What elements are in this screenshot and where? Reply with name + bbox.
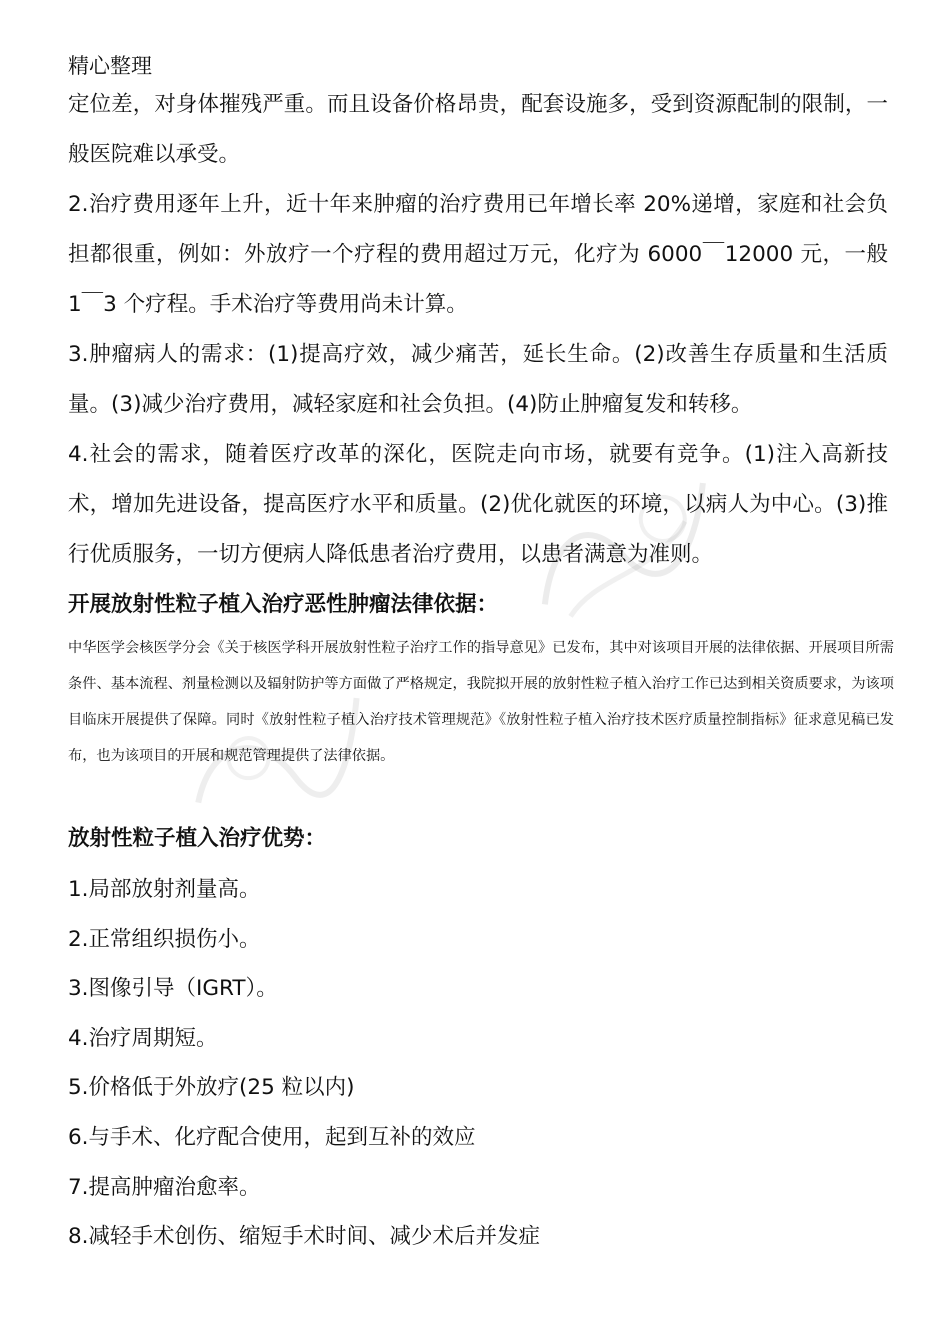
- list-item: 3.图像引导（IGRT）。: [68, 976, 278, 1001]
- list-item: 4.治疗周期短。: [68, 1026, 218, 1051]
- list-item: 6.与手术、化疗配合使用，起到互补的效应: [68, 1125, 476, 1150]
- list-item: 5.价格低于外放疗(25 粒以内): [68, 1075, 355, 1100]
- paragraph: 3.肿瘤病人的需求：(1)提高疗效，减少痛苦，延长生命。(2)改善生存质量和生活质量。(3)减少治疗费用，减轻家庭和社会负担。(4)防止肿瘤复发和转移。: [68, 342, 888, 417]
- paragraph: 2.治疗费用逐年上升，近十年来肿瘤的治疗费用已年增长率 20%递增，家庭和社会负担都很重，例如：外放疗一个疗程的费用超过万元，化疗为 6000￣12000 元，一般 1￣3 个疗程。手术治疗等费用尚未计算。: [68, 192, 888, 317]
- legal-basis-text: 中华医学会核医学分会《关于核医学科开展放射性粒子治疗工作的指导意见》已发布，其中对该项目开展的法律依据、开展项目所需条件、基本流程、剂量检测以及辐射防护等方面做了严格规定，我院拟开展的放射性粒子植入治疗工作已达到相关资质要求，为该项目临床开展提供了保障。同时《放射性粒子植入治疗技术管理规范》《放射性粒子植入治疗技术医疗质量控制指标》征求意见稿已发布，也为该项目的开展和规范管理提供了法律依据。: [68, 640, 894, 764]
- list-item: 1.局部放射剂量高。: [68, 877, 261, 902]
- list-item: 7.提高肿瘤治愈率。: [68, 1175, 261, 1200]
- paragraph: 定位差，对身体摧残严重。而且设备价格昂贵，配套设施多，受到资源配制的限制，一般医院难以承受。: [68, 92, 888, 167]
- list-item: 8.减轻手术创伤、缩短手术时间、减少术后并发症: [68, 1224, 541, 1249]
- document-header: 精心整理: [68, 54, 152, 78]
- paragraph: 4.社会的需求，随着医疗改革的深化，医院走向市场，就要有竞争。(1)注入高新技术，增加先进设备，提高医疗水平和质量。(2)优化就医的环境，以病人为中心。(3)推行优质服务，一切方便病人降低患者治疗费用，以患者满意为准则。: [68, 442, 888, 567]
- list-item: 2.正常组织损伤小。: [68, 927, 261, 952]
- section-heading: 开展放射性粒子植入治疗恶性肿瘤法律依据：: [68, 592, 499, 617]
- section-heading: 放射性粒子植入治疗优势：: [68, 826, 327, 851]
